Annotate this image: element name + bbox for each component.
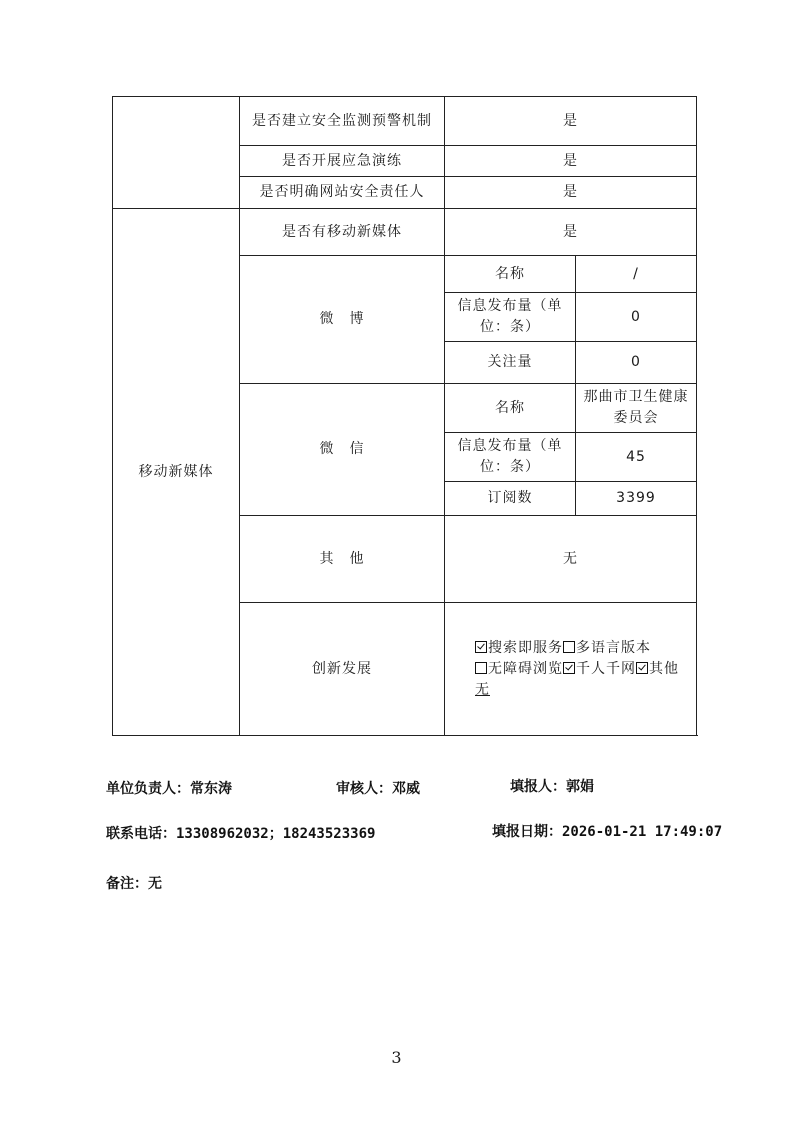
weibo-posts-label: 信息发布量（单位：条） bbox=[445, 293, 576, 342]
option-multilingual-label: 多语言版本 bbox=[576, 639, 651, 656]
emergency-drill-label: 是否开展应急演练 bbox=[240, 146, 445, 177]
report-table bbox=[112, 96, 697, 736]
option-search-service[interactable] bbox=[475, 640, 563, 656]
security-officer-label: 是否明确网站安全责任人 bbox=[240, 177, 445, 209]
wechat-name-value: 那曲市卫生健康委员会 bbox=[576, 384, 697, 433]
has-media-value: 是 bbox=[445, 209, 697, 256]
option-accessibility-label: 无障碍浏览 bbox=[488, 660, 563, 677]
other-media-value: 无 bbox=[445, 516, 697, 603]
checkbox-search-service[interactable] bbox=[475, 641, 487, 653]
emergency-drill-value: 是 bbox=[445, 146, 697, 177]
checkbox-accessibility[interactable] bbox=[475, 662, 487, 674]
filler: 填报人：郭娟 bbox=[510, 779, 594, 795]
option-search-service-label: 搜索即服务 bbox=[488, 639, 563, 656]
option-personalized-label: 千人千网 bbox=[576, 660, 636, 677]
contact-phone: 联系电话：13308962032；18243523369 bbox=[106, 826, 376, 842]
innovation-label: 创新发展 bbox=[240, 603, 445, 736]
page-number: 3 bbox=[391, 1048, 402, 1067]
security-monitoring-label: 是否建立安全监测预警机制 bbox=[240, 97, 445, 146]
option-personalized[interactable] bbox=[563, 661, 636, 677]
checkbox-multilingual[interactable] bbox=[563, 641, 575, 653]
wechat-label: 微 信 bbox=[240, 384, 445, 516]
weibo-followers-label: 关注量 bbox=[445, 342, 576, 384]
option-multilingual[interactable] bbox=[563, 640, 651, 656]
option-accessibility[interactable] bbox=[475, 661, 563, 677]
checkbox-personalized[interactable] bbox=[563, 662, 575, 674]
fill-date: 填报日期：2026-01-21 17:49:07 bbox=[492, 824, 723, 840]
weibo-name-value: / bbox=[576, 256, 697, 293]
reviewer: 审核人：邓威 bbox=[336, 781, 420, 797]
security-monitoring-value: 是 bbox=[445, 97, 697, 146]
remarks: 备注：无 bbox=[106, 876, 162, 892]
has-media-label: 是否有移动新媒体 bbox=[240, 209, 445, 256]
wechat-posts-value: 45 bbox=[576, 433, 697, 482]
weibo-posts-value: 0 bbox=[576, 293, 697, 342]
checkbox-other[interactable] bbox=[636, 662, 648, 674]
innovation-other-text: 无 bbox=[475, 681, 490, 698]
unit-head: 单位负责人：常东涛 bbox=[106, 781, 232, 797]
other-media-label: 其 他 bbox=[240, 516, 445, 603]
option-other[interactable] bbox=[636, 661, 679, 677]
media-section-label: 移动新媒体 bbox=[113, 209, 240, 736]
innovation-options bbox=[445, 603, 697, 736]
wechat-name-label: 名称 bbox=[445, 384, 576, 433]
blank-section-cell bbox=[113, 97, 240, 209]
wechat-posts-label: 信息发布量（单位：条） bbox=[445, 433, 576, 482]
weibo-label: 微 博 bbox=[240, 256, 445, 384]
weibo-followers-value: 0 bbox=[576, 342, 697, 384]
wechat-subscribers-value: 3399 bbox=[576, 482, 697, 516]
option-other-label: 其他 bbox=[649, 660, 679, 677]
wechat-subscribers-label: 订阅数 bbox=[445, 482, 576, 516]
security-officer-value: 是 bbox=[445, 177, 697, 209]
weibo-name-label: 名称 bbox=[445, 256, 576, 293]
